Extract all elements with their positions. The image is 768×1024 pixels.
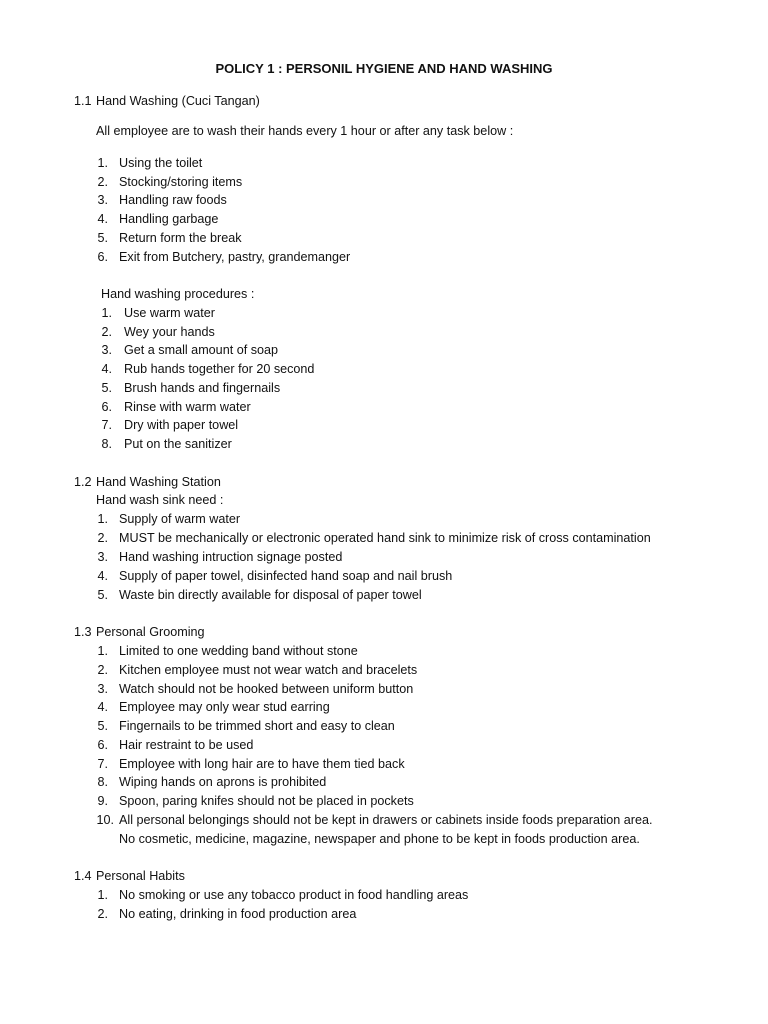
list-number: 1. (97, 644, 108, 658)
list-item: Stocking/storing items (119, 175, 243, 189)
list-item: Return form the break (119, 231, 242, 245)
list-number: 1. (97, 156, 108, 170)
list-number: 5. (97, 231, 108, 245)
list-item: Exit from Butchery, pastry, grandemanger (119, 250, 351, 264)
list-number: 4. (101, 362, 112, 376)
list-number: 2. (97, 907, 108, 921)
list-item: Hand washing intruction signage posted (119, 550, 343, 564)
page-title: POLICY 1 : PERSONIL HYGIENE AND HAND WASHING (215, 61, 553, 76)
list-item: No smoking or use any tobacco product in food handling areas (119, 888, 469, 902)
section-number-1-4: 1.4 (74, 869, 92, 883)
list-number: 6. (101, 400, 112, 414)
list-item: All personal belongings should not be kept in drawers or cabinets inside foods preparation area. (119, 813, 653, 827)
list-item: Wey your hands (124, 325, 215, 339)
list-item: Employee may only wear stud earring (119, 700, 330, 714)
section-heading-hand-washing: Hand Washing (Cuci Tangan) (96, 94, 260, 108)
section-intro: All employee are to wash their hands every 1 hour or after any task below : (96, 124, 514, 138)
list-number: 1. (97, 512, 108, 526)
list-number: 10. (96, 813, 114, 827)
list-number: 6. (97, 250, 108, 264)
list-number: 2. (97, 531, 108, 545)
list-number: 2. (101, 325, 112, 339)
list-item: Rub hands together for 20 second (124, 362, 315, 376)
list-number: 1. (97, 888, 108, 902)
list-item: Spoon, paring knifes should not be placed in pockets (119, 794, 414, 808)
list-item: Put on the sanitizer (124, 437, 232, 451)
list-item: Kitchen employee must not wear watch and bracelets (119, 663, 418, 677)
list-item: Handling garbage (119, 212, 219, 226)
list-item: Rinse with warm water (124, 400, 251, 414)
list-number: 8. (101, 437, 112, 451)
list-item: Handling raw foods (119, 193, 227, 207)
list-item: Wiping hands on aprons is prohibited (119, 775, 327, 789)
list-item: Hair restraint to be used (119, 738, 254, 752)
list-number: 5. (97, 588, 108, 602)
list-item: Dry with paper towel (124, 418, 239, 432)
section-heading-hand-washing-station: Hand Washing Station (96, 475, 221, 489)
list-number: 4. (97, 700, 108, 714)
list-number: 7. (101, 418, 112, 432)
section-number-1-3: 1.3 (74, 625, 92, 639)
list-number: 6. (97, 738, 108, 752)
list-item: Supply of paper towel, disinfected hand soap and nail brush (119, 569, 453, 583)
list-item: Get a small amount of soap (124, 343, 279, 357)
list-item: Waste bin directly available for disposal of paper towel (119, 588, 422, 602)
list-item: No eating, drinking in food production area (119, 907, 357, 921)
list-number: 7. (97, 757, 108, 771)
list-item: MUST be mechanically or electronic operated hand sink to minimize risk of cross contamination (119, 531, 651, 545)
procedures-heading: Hand washing procedures : (101, 287, 255, 301)
list-number: 3. (101, 343, 112, 357)
section-number-1-1: 1.1 (74, 94, 92, 108)
list-item: Supply of warm water (119, 512, 241, 526)
list-number: 3. (97, 193, 108, 207)
section-number-1-2: 1.2 (74, 475, 92, 489)
list-number: 1. (101, 306, 112, 320)
list-number: 2. (97, 663, 108, 677)
list-item: Using the toilet (119, 156, 203, 170)
list-number: 4. (97, 212, 108, 226)
list-number: 4. (97, 569, 108, 583)
list-number: 8. (97, 775, 108, 789)
list-number: 2. (97, 175, 108, 189)
section-heading-personal-habits: Personal Habits (96, 869, 185, 883)
list-number: 3. (97, 682, 108, 696)
section-heading-personal-grooming: Personal Grooming (96, 625, 205, 639)
list-number: 9. (97, 794, 108, 808)
list-number: 3. (97, 550, 108, 564)
list-item: Brush hands and fingernails (124, 381, 281, 395)
list-item: Use warm water (124, 306, 215, 320)
list-item-continuation: No cosmetic, medicine, magazine, newspaper and phone to be kept in foods production area. (119, 832, 640, 846)
list-item: Limited to one wedding band without stone (119, 644, 358, 658)
list-item: Watch should not be hooked between uniform button (119, 682, 414, 696)
list-item: Fingernails to be trimmed short and easy to clean (119, 719, 395, 733)
list-item: Employee with long hair are to have them tied back (119, 757, 405, 771)
section-subheading: Hand wash sink need : (96, 493, 224, 507)
list-number: 5. (97, 719, 108, 733)
list-number: 5. (101, 381, 112, 395)
